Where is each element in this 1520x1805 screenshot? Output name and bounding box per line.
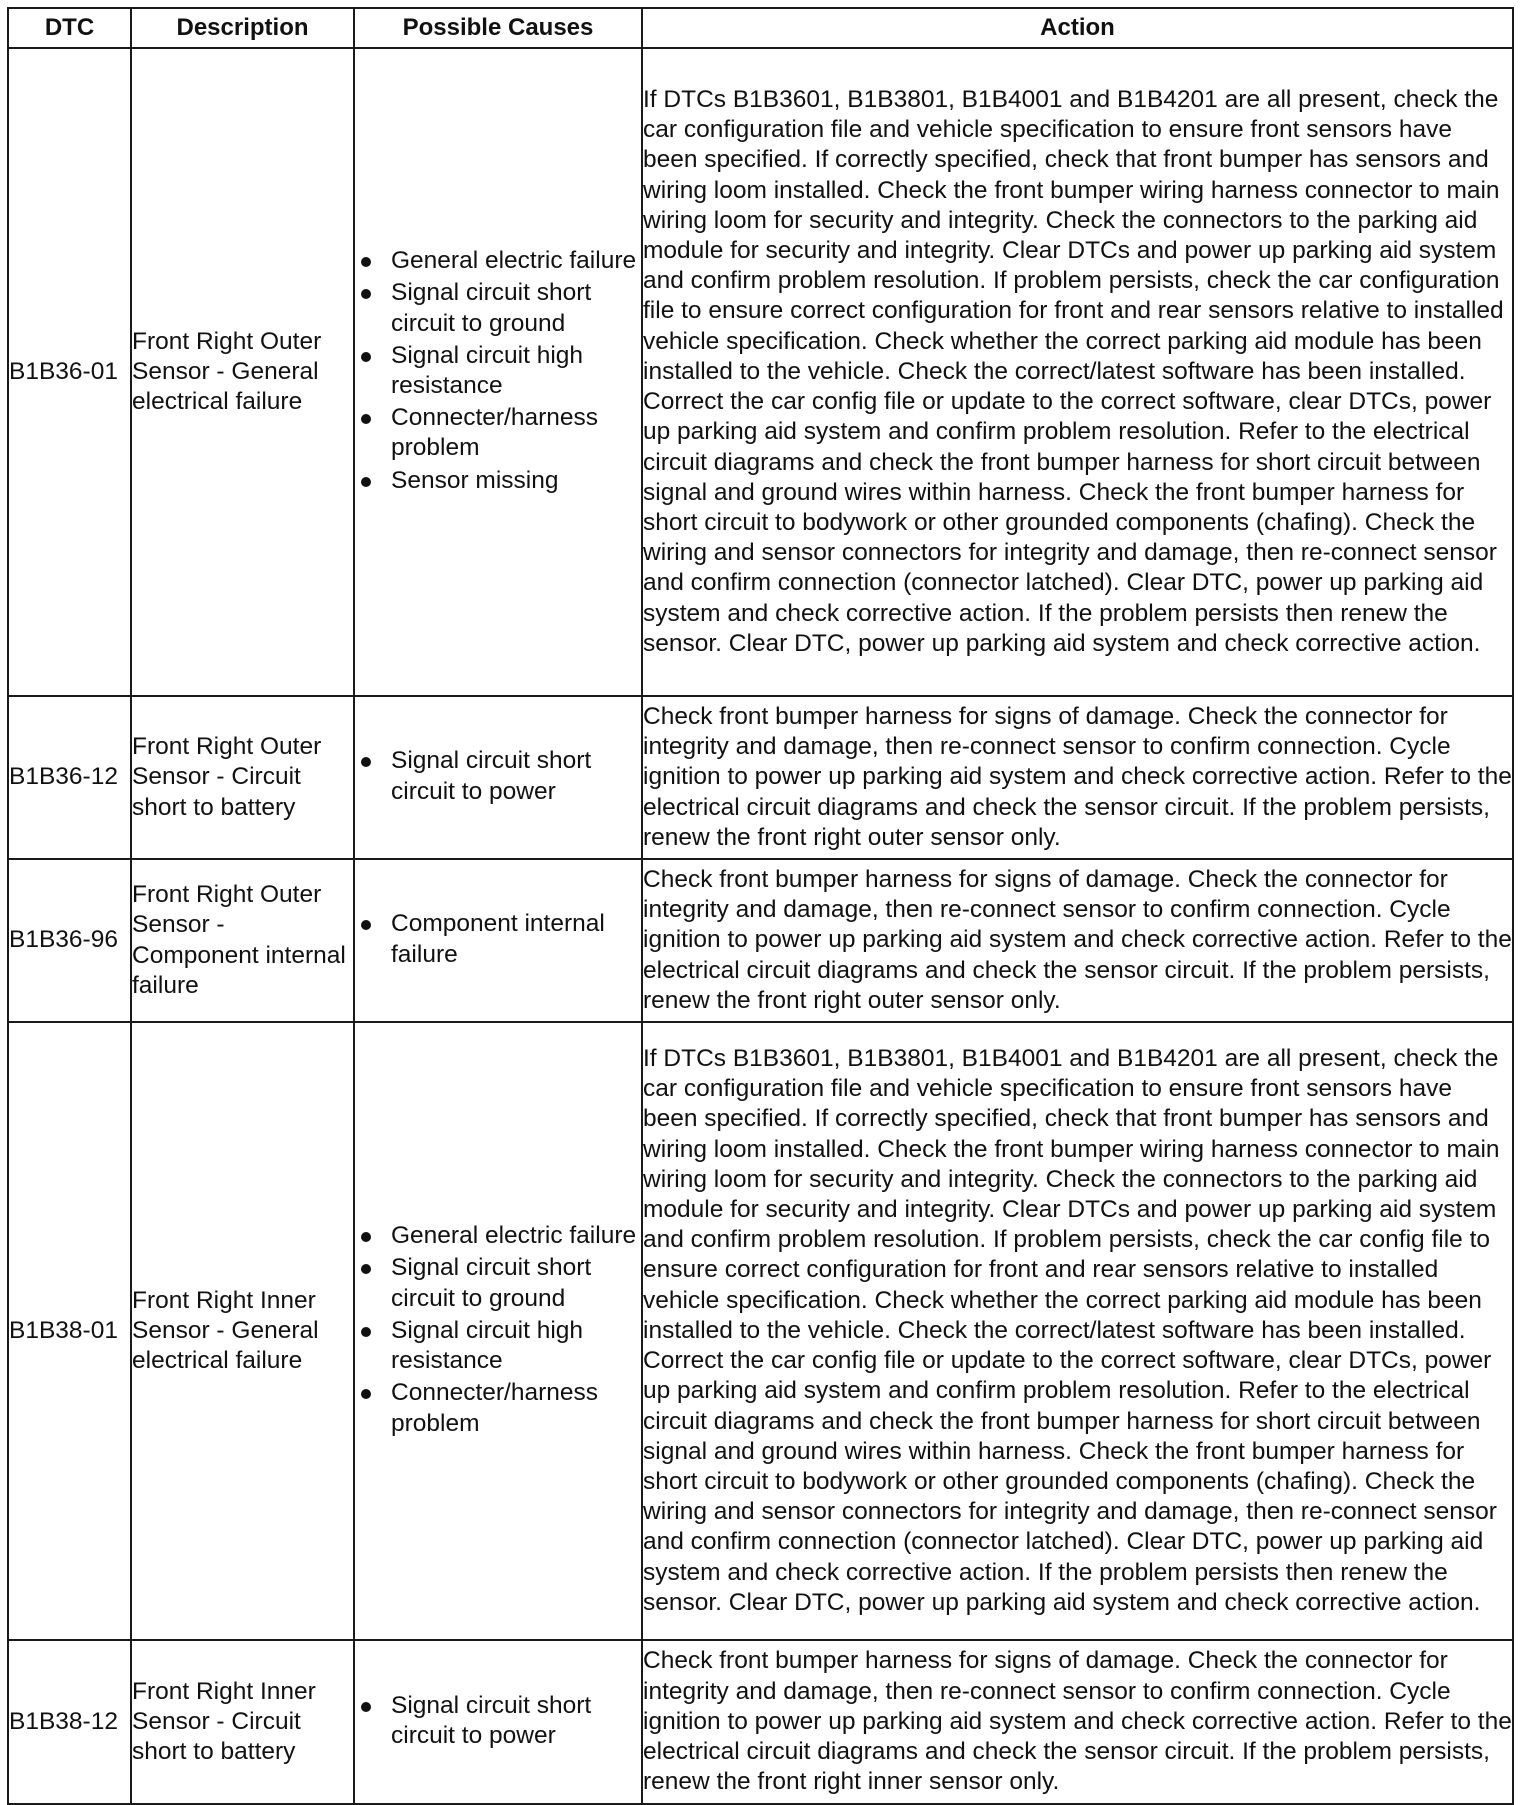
table-row: [8, 1640, 1513, 1804]
bullet-icon: [361, 477, 371, 487]
dtc-action: Check front bumper harness for signs of damage. Check the connector for integrity and damage, then re-connect sensor to confirm connection. Cycle ignition to power up parking aid system and check corrective action. Refer to the electrical circuit diagrams and check the sensor circuit. If the problem persists, renew the front right outer sensor only.: [642, 696, 1513, 859]
causes-list: [355, 1221, 641, 1438]
dtc-description: Front Right Inner Sensor - General electrical failure: [131, 1022, 354, 1640]
cause-item: [355, 466, 641, 496]
dtc-description: Front Right Outer Sensor - Component internal failure: [131, 859, 354, 1022]
cause-text: Connecter/harness problem: [391, 1379, 599, 1437]
possible-causes: [354, 696, 642, 859]
possible-causes: [354, 1022, 642, 1640]
bullet-icon: [361, 1327, 371, 1337]
cause-item: [355, 909, 641, 969]
header-description: Description: [131, 8, 354, 48]
cause-item: [355, 1691, 641, 1751]
dtc-action: If DTCs B1B3601, B1B3801, B1B4001 and B1B4201 are all present, check the car configuration file and vehicle specification to ensure front sensors have been specified. If correctly specified, check that front bumper has sensors and wiring loom installed. Check the front bumper wiring harness connector to main wiring loom for security and integrity. Check the connectors to the parking aid module for security and integrity. Clear DTCs and power up parking aid system and confirm problem resolution. If problem persists, check the car config file to ensure correct configuration for front and rear sensors relative to installed vehicle specification. Check whether the correct parking aid module has been installed to the vehicle. Check the correct/latest software has been installed. Correct the car config file or update to the correct software, clear DTCs, power up parking aid system and confirm problem resolution. Refer to the electrical circuit diagrams and check the front bumper harness for short circuit between signal and ground wires within harness. Check the front bumper harness for short circuit to bodywork or other grounded components (chafing). Check the wiring and sensor connectors for integrity and damage, then re-connect sensor and confirm connection (connector latched). Clear DTC, power up parking aid system and check corrective action. If the problem persists then renew the sensor. Clear DTC, power up parking aid system and check corrective action.: [642, 1022, 1513, 1640]
cause-text: General electric failure: [391, 247, 637, 275]
table-row: [8, 696, 1513, 859]
dtc-description: Front Right Outer Sensor - Circuit short to battery: [131, 696, 354, 859]
possible-causes: [354, 48, 642, 696]
dtc-description: Front Right Outer Sensor - General electrical failure: [131, 48, 354, 696]
bullet-icon: [361, 352, 371, 362]
bullet-icon: [361, 1389, 371, 1399]
cause-item: [355, 278, 641, 338]
dtc-code: B1B38-01: [8, 1022, 131, 1640]
possible-causes: [354, 1640, 642, 1804]
dtc-code: B1B36-12: [8, 696, 131, 859]
causes-list: [355, 746, 641, 806]
dtc-code: B1B36-01: [8, 48, 131, 696]
dtc-action: If DTCs B1B3601, B1B3801, B1B4001 and B1B4201 are all present, check the car configuration file and vehicle specification to ensure front sensors have been specified. If correctly specified, check that front bumper has sensors and wiring loom installed. Check the front bumper wiring harness connector to main wiring loom for security and integrity. Check the connectors to the parking aid module for security and integrity. Clear DTCs and power up parking aid system and confirm problem resolution. If problem persists, check the car configuration file to ensure correct configuration for front and rear sensors relative to installed vehicle specification. Check whether the correct parking aid module has been installed to the vehicle. Check the correct/latest software has been installed. Correct the car config file or update to the correct software, clear DTCs, power up parking aid system and confirm problem resolution. Refer to the electrical circuit diagrams and check the front bumper harness for short circuit between signal and ground wires within harness. Check the front bumper harness for short circuit to bodywork or other grounded components (chafing). Check the wiring and sensor connectors for integrity and damage, then re-connect sensor and confirm connection (connector latched). Clear DTC, power up parking aid system and check corrective action. If the problem persists then renew the sensor. Clear DTC, power up parking aid system and check corrective action.: [642, 48, 1513, 696]
cause-text: Signal circuit high resistance: [391, 341, 584, 399]
possible-causes: [354, 859, 642, 1022]
table-row: [8, 1022, 1513, 1640]
table-row: [8, 48, 1513, 696]
causes-list: [355, 1691, 641, 1751]
header-action: Action: [642, 8, 1513, 48]
causes-list: [355, 909, 641, 969]
bullet-icon: [361, 1232, 371, 1242]
cause-text: General electric failure: [391, 1222, 637, 1250]
cause-item: [355, 341, 641, 401]
cause-item: [355, 1316, 641, 1376]
causes-list: [355, 246, 641, 496]
cause-item: [355, 403, 641, 463]
bullet-icon: [361, 289, 371, 299]
cause-text: Connecter/harness problem: [391, 404, 599, 462]
bullet-icon: [361, 414, 371, 424]
cause-text: Component internal failure: [391, 910, 605, 968]
cause-item: [355, 1253, 641, 1313]
header-possible-causes: Possible Causes: [354, 8, 642, 48]
cause-text: Signal circuit high resistance: [391, 1316, 584, 1375]
dtc-action: Check front bumper harness for signs of damage. Check the connector for integrity and damage, then re-connect sensor to confirm connection. Cycle ignition to power up parking aid system and check corrective action. Refer to the electrical circuit diagrams and check the sensor circuit. If the problem persists, renew the front right outer sensor only.: [642, 859, 1513, 1022]
dtc-code: B1B36-96: [8, 859, 131, 1022]
cause-item: [355, 246, 641, 276]
table-row: [8, 859, 1513, 1022]
cause-item: [355, 746, 641, 806]
cause-text: Signal circuit short circuit to ground: [391, 1254, 592, 1312]
header-dtc: DTC: [8, 8, 131, 48]
bullet-icon: [361, 920, 371, 930]
cause-item: [355, 1221, 641, 1251]
cause-text: Signal circuit short circuit to power: [391, 747, 592, 805]
cause-item: [355, 1378, 641, 1438]
bullet-icon: [361, 257, 371, 267]
dtc-description: Front Right Inner Sensor - Circuit short to battery: [131, 1640, 354, 1804]
dtc-table-sheet: [7, 7, 1512, 1796]
dtc-action: Check front bumper harness for signs of damage. Check the connector for integrity and damage, then re-connect sensor to confirm connection. Cycle ignition to power up parking aid system and check corrective action. Refer to the electrical circuit diagrams and check the sensor circuit. If the problem persists, renew the front right inner sensor only.: [642, 1640, 1513, 1804]
bullet-icon: [361, 757, 371, 767]
cause-text: Sensor missing: [391, 466, 559, 494]
cause-text: Signal circuit short circuit to power: [391, 1691, 592, 1749]
dtc-table: [7, 7, 1514, 1805]
bullet-icon: [361, 1702, 371, 1712]
bullet-icon: [361, 1264, 371, 1274]
cause-text: Signal circuit short circuit to ground: [391, 279, 592, 337]
table-header-row: [8, 8, 1513, 48]
dtc-code: B1B38-12: [8, 1640, 131, 1804]
